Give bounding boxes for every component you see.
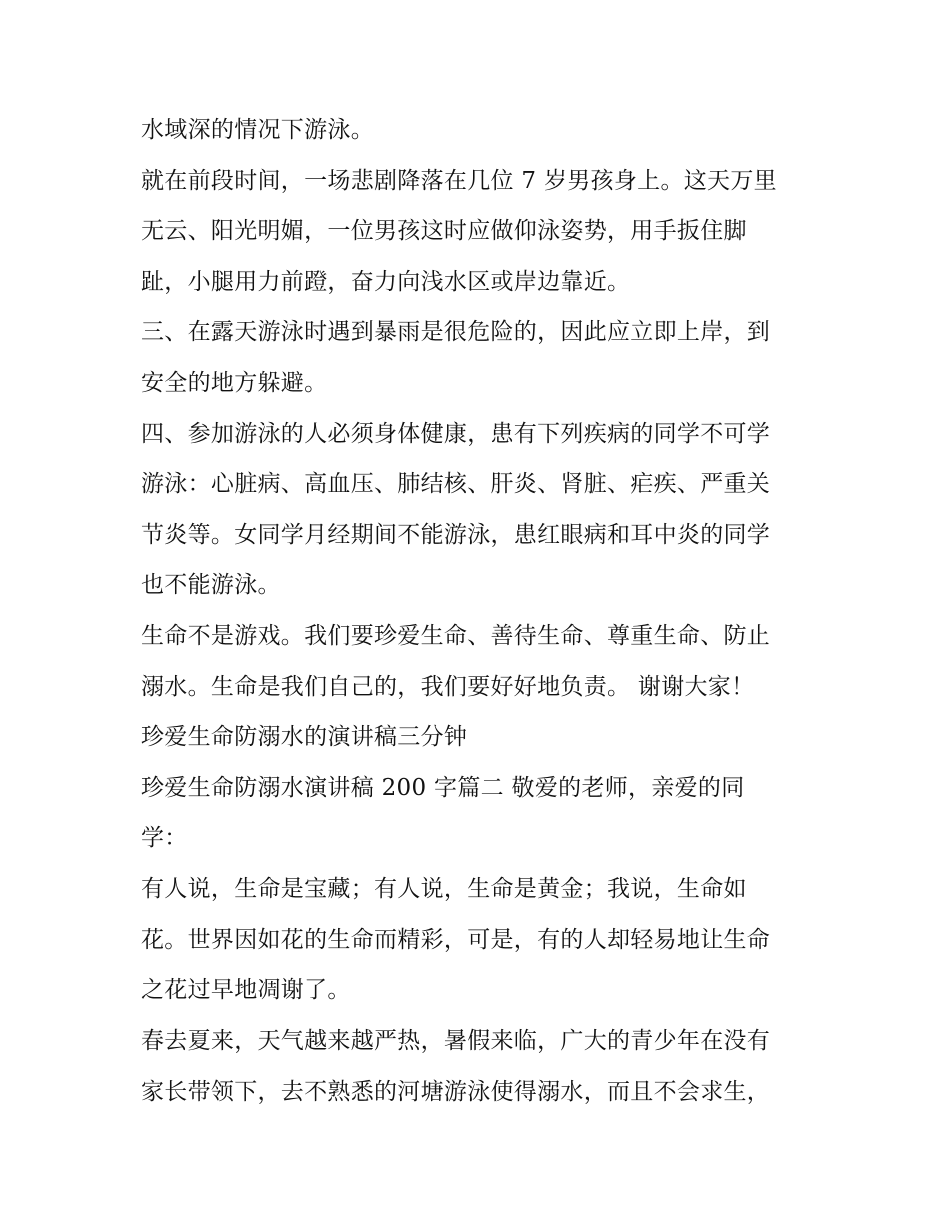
text-line: 溺水。生命是我们自己的，我们要好好地负责。 谢谢大家！ xyxy=(141,674,755,700)
text-line: 春去夏来，天气越来越严热，暑假来临，广大的青少年在没有 xyxy=(141,1028,771,1054)
text-line: 之花过早地凋谢了。 xyxy=(141,977,351,1003)
text-line: 就在前段时间，一场悲剧降落在几位 7 岁男孩身上。这天万里 xyxy=(141,168,777,194)
text-line: 三、在露天游泳时遇到暴雨是很危险的，因此应立即上岸，到 xyxy=(141,319,771,345)
text-line: 游泳：心脏病、高血压、肺结核、肝炎、肾脏、疟疾、严重关 xyxy=(141,471,771,497)
text-line: 水域深的情况下游泳。 xyxy=(141,117,374,143)
text-line: 学： xyxy=(141,825,188,851)
text-line: 花。世界因如花的生命而精彩，可是，有的人却轻易地让生命 xyxy=(141,927,771,953)
text-line: 有人说，生命是宝藏；有人说，生命是黄金；我说，生命如 xyxy=(141,876,747,902)
text-line: 节炎等。女同学月经期间不能游泳，患红眼病和耳中炎的同学 xyxy=(141,522,771,548)
text-line: 无云、阳光明媚，一位男孩这时应做仰泳姿势，用手扳住脚 xyxy=(141,218,747,244)
text-line: 趾，小腿用力前蹬，奋力向浅水区或岸边靠近。 xyxy=(141,269,631,295)
section-title: 珍爱生命防溺水的演讲稿三分钟 xyxy=(141,724,468,750)
text-line: 安全的地方躲避。 xyxy=(141,370,328,396)
text-line: 珍爱生命防溺水演讲稿 200 字篇二 敬爱的老师，亲爱的同 xyxy=(141,775,745,801)
text-line: 四、参加游泳的人必须身体健康，患有下列疾病的同学不可学 xyxy=(141,421,771,447)
text-line: 也不能游泳。 xyxy=(141,572,281,598)
text-line: 生命不是游戏。我们要珍爱生命、善待生命、尊重生命、防止 xyxy=(141,623,771,649)
text-line: 家长带领下，去不熟悉的河塘游泳使得溺水，而且不会求生， xyxy=(141,1079,771,1105)
